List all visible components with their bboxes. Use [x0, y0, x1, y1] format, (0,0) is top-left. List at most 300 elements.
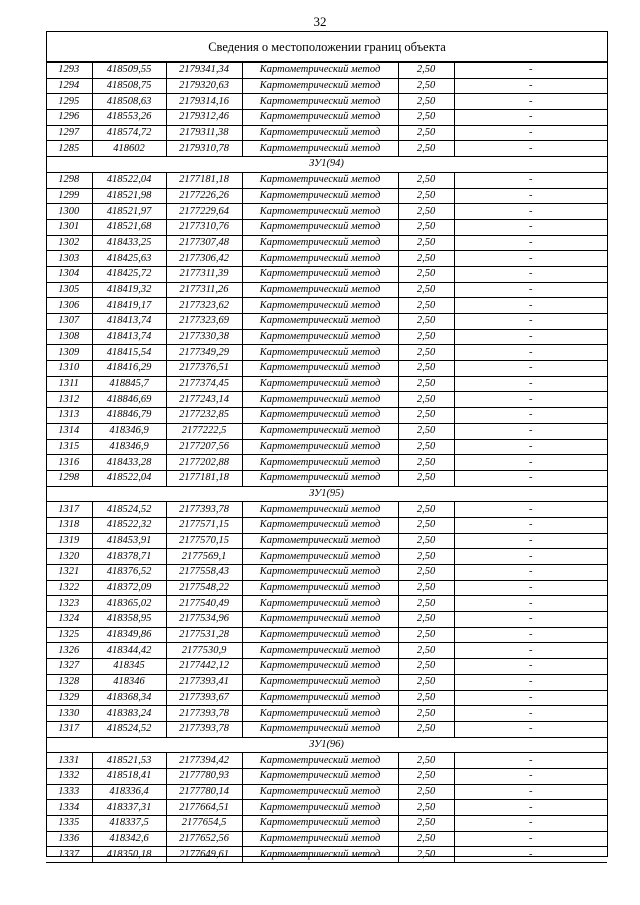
description-cell: -	[454, 768, 607, 784]
point-number-cell: 1315	[46, 439, 92, 455]
y-coordinate-cell: 2177780,14	[166, 784, 242, 800]
method-cell: Картометрический метод	[242, 235, 398, 251]
y-coordinate-cell: 2177243,14	[166, 392, 242, 408]
description-cell: -	[454, 314, 607, 330]
accuracy-cell: 2,50	[398, 690, 454, 706]
description-cell: -	[454, 392, 607, 408]
description-cell: -	[454, 345, 607, 361]
accuracy-cell: 2,50	[398, 282, 454, 298]
point-number-cell: 1317	[46, 502, 92, 518]
x-coordinate-cell: 418365,02	[92, 596, 166, 612]
description-cell: -	[454, 141, 607, 157]
description-cell: -	[454, 188, 607, 204]
x-coordinate-cell: 418602	[92, 141, 166, 157]
table-row	[46, 455, 607, 471]
accuracy-cell: 2,50	[398, 235, 454, 251]
x-coordinate-cell: 418413,74	[92, 329, 166, 345]
y-coordinate-cell: 2177323,62	[166, 298, 242, 314]
method-cell: Картометрический метод	[242, 706, 398, 722]
point-number-cell: 1328	[46, 674, 92, 690]
group-header-row	[46, 737, 607, 753]
description-cell: -	[454, 439, 607, 455]
accuracy-cell: 2,50	[398, 674, 454, 690]
table-row	[46, 784, 607, 800]
x-coordinate-cell: 418346,9	[92, 439, 166, 455]
x-coordinate-cell: 418433,25	[92, 235, 166, 251]
description-cell: -	[454, 816, 607, 832]
description-cell: -	[454, 423, 607, 439]
x-coordinate-cell: 418372,09	[92, 580, 166, 596]
accuracy-cell: 2,50	[398, 659, 454, 675]
point-number-cell: 1299	[46, 188, 92, 204]
accuracy-cell: 2,50	[398, 596, 454, 612]
accuracy-cell: 2,50	[398, 345, 454, 361]
y-coordinate-cell: 2177349,29	[166, 345, 242, 361]
group-label: ЗУ1(95)	[46, 486, 607, 502]
method-cell: Картометрический метод	[242, 110, 398, 126]
point-number-cell: 1316	[46, 455, 92, 471]
method-cell: Картометрический метод	[242, 94, 398, 110]
y-coordinate-cell: 2177229,64	[166, 204, 242, 220]
point-number-cell: 1321	[46, 565, 92, 581]
description-cell: -	[454, 612, 607, 628]
x-coordinate-cell: 418846,79	[92, 408, 166, 424]
y-coordinate-cell: 2177548,22	[166, 580, 242, 596]
x-coordinate-cell: 418368,34	[92, 690, 166, 706]
table-row	[46, 204, 607, 220]
table-row	[46, 706, 607, 722]
x-coordinate-cell: 418521,53	[92, 753, 166, 769]
y-coordinate-cell: 2177311,39	[166, 266, 242, 282]
table-row	[46, 408, 607, 424]
y-coordinate-cell: 2177393,78	[166, 706, 242, 722]
description-cell: -	[454, 580, 607, 596]
y-coordinate-cell: 2177649,61	[166, 847, 242, 863]
method-cell: Картометрический метод	[242, 502, 398, 518]
description-cell: -	[454, 455, 607, 471]
description-cell: -	[454, 235, 607, 251]
x-coordinate-cell: 418346,9	[92, 423, 166, 439]
y-coordinate-cell: 2177571,15	[166, 517, 242, 533]
method-cell: Картометрический метод	[242, 768, 398, 784]
y-coordinate-cell: 2179314,16	[166, 94, 242, 110]
method-cell: Картометрический метод	[242, 188, 398, 204]
method-cell: Картометрический метод	[242, 329, 398, 345]
point-number-cell: 1331	[46, 753, 92, 769]
method-cell: Картометрический метод	[242, 314, 398, 330]
y-coordinate-cell: 2177310,76	[166, 219, 242, 235]
y-coordinate-cell: 2177226,26	[166, 188, 242, 204]
accuracy-cell: 2,50	[398, 376, 454, 392]
description-cell: -	[454, 219, 607, 235]
table-row	[46, 533, 607, 549]
table-row	[46, 376, 607, 392]
method-cell: Картометрический метод	[242, 266, 398, 282]
accuracy-cell: 2,50	[398, 314, 454, 330]
y-coordinate-cell: 2177232,85	[166, 408, 242, 424]
y-coordinate-cell: 2177323,69	[166, 314, 242, 330]
y-coordinate-cell: 2179311,38	[166, 125, 242, 141]
x-coordinate-cell: 418522,04	[92, 172, 166, 188]
point-number-cell: 1319	[46, 533, 92, 549]
y-coordinate-cell: 2177531,28	[166, 627, 242, 643]
description-cell: -	[454, 282, 607, 298]
description-cell: -	[454, 565, 607, 581]
description-cell: -	[454, 706, 607, 722]
y-coordinate-cell: 2177307,48	[166, 235, 242, 251]
method-cell: Картометрический метод	[242, 847, 398, 863]
point-number-cell: 1303	[46, 251, 92, 267]
method-cell: Картометрический метод	[242, 63, 398, 79]
x-coordinate-cell: 418521,68	[92, 219, 166, 235]
point-number-cell: 1337	[46, 847, 92, 863]
accuracy-cell: 2,50	[398, 847, 454, 863]
table-row	[46, 816, 607, 832]
x-coordinate-cell: 418574,72	[92, 125, 166, 141]
accuracy-cell: 2,50	[398, 439, 454, 455]
table-row	[46, 423, 607, 439]
method-cell: Картометрический метод	[242, 298, 398, 314]
description-cell: -	[454, 753, 607, 769]
x-coordinate-cell: 418524,52	[92, 721, 166, 737]
accuracy-cell: 2,50	[398, 533, 454, 549]
description-cell: -	[454, 470, 607, 486]
accuracy-cell: 2,50	[398, 517, 454, 533]
table-row	[46, 565, 607, 581]
point-number-cell: 1295	[46, 94, 92, 110]
point-number-cell: 1305	[46, 282, 92, 298]
table-row	[46, 768, 607, 784]
x-coordinate-cell: 418419,32	[92, 282, 166, 298]
y-coordinate-cell: 2177374,45	[166, 376, 242, 392]
x-coordinate-cell: 418524,52	[92, 502, 166, 518]
table-row	[46, 753, 607, 769]
y-coordinate-cell: 2177569,1	[166, 549, 242, 565]
point-number-cell: 1326	[46, 643, 92, 659]
description-cell: -	[454, 800, 607, 816]
accuracy-cell: 2,50	[398, 125, 454, 141]
description-cell: -	[454, 784, 607, 800]
method-cell: Картометрический метод	[242, 549, 398, 565]
method-cell: Картометрический метод	[242, 423, 398, 439]
method-cell: Картометрический метод	[242, 392, 398, 408]
method-cell: Картометрический метод	[242, 78, 398, 94]
point-number-cell: 1285	[46, 141, 92, 157]
x-coordinate-cell: 418845,7	[92, 376, 166, 392]
point-number-cell: 1308	[46, 329, 92, 345]
point-number-cell: 1318	[46, 517, 92, 533]
point-number-cell: 1314	[46, 423, 92, 439]
description-cell: -	[454, 596, 607, 612]
point-number-cell: 1300	[46, 204, 92, 220]
x-coordinate-cell: 418508,75	[92, 78, 166, 94]
table-row	[46, 282, 607, 298]
group-header-row	[46, 157, 607, 173]
x-coordinate-cell: 418453,91	[92, 533, 166, 549]
method-cell: Картометрический метод	[242, 408, 398, 424]
description-cell: -	[454, 831, 607, 847]
table-row	[46, 78, 607, 94]
x-coordinate-cell: 418521,98	[92, 188, 166, 204]
accuracy-cell: 2,50	[398, 110, 454, 126]
method-cell: Картометрический метод	[242, 674, 398, 690]
x-coordinate-cell: 418350,18	[92, 847, 166, 863]
method-cell: Картометрический метод	[242, 690, 398, 706]
y-coordinate-cell: 2177306,42	[166, 251, 242, 267]
y-coordinate-cell: 2177330,38	[166, 329, 242, 345]
point-number-cell: 1302	[46, 235, 92, 251]
method-cell: Картометрический метод	[242, 659, 398, 675]
y-coordinate-cell: 2177311,26	[166, 282, 242, 298]
description-cell: -	[454, 266, 607, 282]
x-coordinate-cell: 418518,41	[92, 768, 166, 784]
x-coordinate-cell: 418508,63	[92, 94, 166, 110]
description-cell: -	[454, 298, 607, 314]
method-cell: Картометрический метод	[242, 612, 398, 628]
point-number-cell: 1304	[46, 266, 92, 282]
table-row	[46, 517, 607, 533]
method-cell: Картометрический метод	[242, 533, 398, 549]
x-coordinate-cell: 418413,74	[92, 314, 166, 330]
method-cell: Картометрический метод	[242, 282, 398, 298]
method-cell: Картометрический метод	[242, 376, 398, 392]
accuracy-cell: 2,50	[398, 831, 454, 847]
point-number-cell: 1298	[46, 172, 92, 188]
accuracy-cell: 2,50	[398, 816, 454, 832]
point-number-cell: 1311	[46, 376, 92, 392]
y-coordinate-cell: 2177393,78	[166, 502, 242, 518]
x-coordinate-cell: 418346	[92, 674, 166, 690]
description-cell: -	[454, 690, 607, 706]
accuracy-cell: 2,50	[398, 219, 454, 235]
x-coordinate-cell: 418383,24	[92, 706, 166, 722]
point-number-cell: 1327	[46, 659, 92, 675]
accuracy-cell: 2,50	[398, 627, 454, 643]
y-coordinate-cell: 2177570,15	[166, 533, 242, 549]
method-cell: Картометрический метод	[242, 517, 398, 533]
table-row	[46, 612, 607, 628]
x-coordinate-cell: 418425,72	[92, 266, 166, 282]
y-coordinate-cell: 2177207,56	[166, 439, 242, 455]
x-coordinate-cell: 418553,26	[92, 110, 166, 126]
point-number-cell: 1296	[46, 110, 92, 126]
accuracy-cell: 2,50	[398, 298, 454, 314]
accuracy-cell: 2,50	[398, 643, 454, 659]
accuracy-cell: 2,50	[398, 251, 454, 267]
table-row	[46, 188, 607, 204]
description-cell: -	[454, 517, 607, 533]
table-row	[46, 800, 607, 816]
accuracy-cell: 2,50	[398, 423, 454, 439]
accuracy-cell: 2,50	[398, 565, 454, 581]
point-number-cell: 1297	[46, 125, 92, 141]
y-coordinate-cell: 2177664,51	[166, 800, 242, 816]
boundary-table-frame	[46, 31, 608, 860]
point-number-cell: 1323	[46, 596, 92, 612]
method-cell: Картометрический метод	[242, 204, 398, 220]
accuracy-cell: 2,50	[398, 470, 454, 486]
point-number-cell: 1317	[46, 721, 92, 737]
y-coordinate-cell: 2177181,18	[166, 172, 242, 188]
y-coordinate-cell: 2179341,34	[166, 63, 242, 79]
method-cell: Картометрический метод	[242, 596, 398, 612]
method-cell: Картометрический метод	[242, 565, 398, 581]
table-row	[46, 329, 607, 345]
description-cell: -	[454, 502, 607, 518]
table-row	[46, 690, 607, 706]
table-row	[46, 470, 607, 486]
point-number-cell: 1294	[46, 78, 92, 94]
table-row	[46, 674, 607, 690]
description-cell: -	[454, 94, 607, 110]
description-cell: -	[454, 110, 607, 126]
point-number-cell: 1322	[46, 580, 92, 596]
accuracy-cell: 2,50	[398, 706, 454, 722]
section-title: Сведения о местоположении границ объекта	[47, 32, 607, 62]
y-coordinate-cell: 2179320,63	[166, 78, 242, 94]
description-cell: -	[454, 549, 607, 565]
table-row	[46, 580, 607, 596]
description-cell: -	[454, 329, 607, 345]
point-number-cell: 1320	[46, 549, 92, 565]
y-coordinate-cell: 2177530,9	[166, 643, 242, 659]
method-cell: Картометрический метод	[242, 361, 398, 377]
table-row	[46, 345, 607, 361]
table-row	[46, 439, 607, 455]
point-number-cell: 1329	[46, 690, 92, 706]
table-row	[46, 219, 607, 235]
x-coordinate-cell: 418522,32	[92, 517, 166, 533]
x-coordinate-cell: 418425,63	[92, 251, 166, 267]
method-cell: Картометрический метод	[242, 753, 398, 769]
table-row	[46, 627, 607, 643]
description-cell: -	[454, 376, 607, 392]
method-cell: Картометрический метод	[242, 251, 398, 267]
table-row	[46, 63, 607, 79]
accuracy-cell: 2,50	[398, 784, 454, 800]
method-cell: Картометрический метод	[242, 141, 398, 157]
accuracy-cell: 2,50	[398, 188, 454, 204]
accuracy-cell: 2,50	[398, 408, 454, 424]
y-coordinate-cell: 2177534,96	[166, 612, 242, 628]
y-coordinate-cell: 2177442,12	[166, 659, 242, 675]
x-coordinate-cell: 418345	[92, 659, 166, 675]
accuracy-cell: 2,50	[398, 580, 454, 596]
point-number-cell: 1325	[46, 627, 92, 643]
description-cell: -	[454, 172, 607, 188]
table-row	[46, 392, 607, 408]
y-coordinate-cell: 2179312,46	[166, 110, 242, 126]
table-row	[46, 172, 607, 188]
x-coordinate-cell: 418349,86	[92, 627, 166, 643]
x-coordinate-cell: 418376,52	[92, 565, 166, 581]
accuracy-cell: 2,50	[398, 94, 454, 110]
accuracy-cell: 2,50	[398, 612, 454, 628]
description-cell: -	[454, 627, 607, 643]
x-coordinate-cell: 418358,95	[92, 612, 166, 628]
table-row	[46, 549, 607, 565]
point-number-cell: 1335	[46, 816, 92, 832]
method-cell: Картометрический метод	[242, 439, 398, 455]
method-cell: Картометрический метод	[242, 627, 398, 643]
table-row	[46, 361, 607, 377]
accuracy-cell: 2,50	[398, 78, 454, 94]
point-number-cell: 1306	[46, 298, 92, 314]
table-row	[46, 502, 607, 518]
table-row	[46, 266, 607, 282]
table-row	[46, 847, 607, 863]
description-cell: -	[454, 659, 607, 675]
x-coordinate-cell: 418416,29	[92, 361, 166, 377]
x-coordinate-cell: 418344,42	[92, 643, 166, 659]
y-coordinate-cell: 2179310,78	[166, 141, 242, 157]
y-coordinate-cell: 2177540,49	[166, 596, 242, 612]
y-coordinate-cell: 2177654,5	[166, 816, 242, 832]
method-cell: Картометрический метод	[242, 219, 398, 235]
y-coordinate-cell: 2177780,93	[166, 768, 242, 784]
point-number-cell: 1298	[46, 470, 92, 486]
point-number-cell: 1309	[46, 345, 92, 361]
accuracy-cell: 2,50	[398, 455, 454, 471]
method-cell: Картометрический метод	[242, 172, 398, 188]
table-row	[46, 659, 607, 675]
table-row	[46, 643, 607, 659]
group-label: ЗУ1(94)	[46, 157, 607, 173]
point-number-cell: 1334	[46, 800, 92, 816]
accuracy-cell: 2,50	[398, 392, 454, 408]
point-number-cell: 1313	[46, 408, 92, 424]
group-label: ЗУ1(96)	[46, 737, 607, 753]
table-row	[46, 251, 607, 267]
method-cell: Картометрический метод	[242, 345, 398, 361]
method-cell: Картометрический метод	[242, 580, 398, 596]
y-coordinate-cell: 2177652,56	[166, 831, 242, 847]
accuracy-cell: 2,50	[398, 753, 454, 769]
accuracy-cell: 2,50	[398, 172, 454, 188]
description-cell: -	[454, 643, 607, 659]
table-row	[46, 314, 607, 330]
description-cell: -	[454, 125, 607, 141]
x-coordinate-cell: 418433,28	[92, 455, 166, 471]
x-coordinate-cell: 418336,4	[92, 784, 166, 800]
description-cell: -	[454, 63, 607, 79]
accuracy-cell: 2,50	[398, 266, 454, 282]
accuracy-cell: 2,50	[398, 329, 454, 345]
table-row	[46, 831, 607, 847]
description-cell: -	[454, 204, 607, 220]
point-number-cell: 1307	[46, 314, 92, 330]
table-row	[46, 94, 607, 110]
accuracy-cell: 2,50	[398, 204, 454, 220]
page-number: 32	[313, 14, 327, 29]
point-number-cell: 1301	[46, 219, 92, 235]
point-number-cell: 1332	[46, 768, 92, 784]
table-row	[46, 235, 607, 251]
x-coordinate-cell: 418419,17	[92, 298, 166, 314]
method-cell: Картометрический метод	[242, 800, 398, 816]
point-number-cell: 1312	[46, 392, 92, 408]
accuracy-cell: 2,50	[398, 721, 454, 737]
table-row	[46, 298, 607, 314]
x-coordinate-cell: 418337,31	[92, 800, 166, 816]
accuracy-cell: 2,50	[398, 361, 454, 377]
coordinates-table-body	[46, 63, 607, 863]
point-number-cell: 1336	[46, 831, 92, 847]
x-coordinate-cell: 418521,97	[92, 204, 166, 220]
table-row	[46, 125, 607, 141]
point-number-cell: 1293	[46, 63, 92, 79]
y-coordinate-cell: 2177222,5	[166, 423, 242, 439]
